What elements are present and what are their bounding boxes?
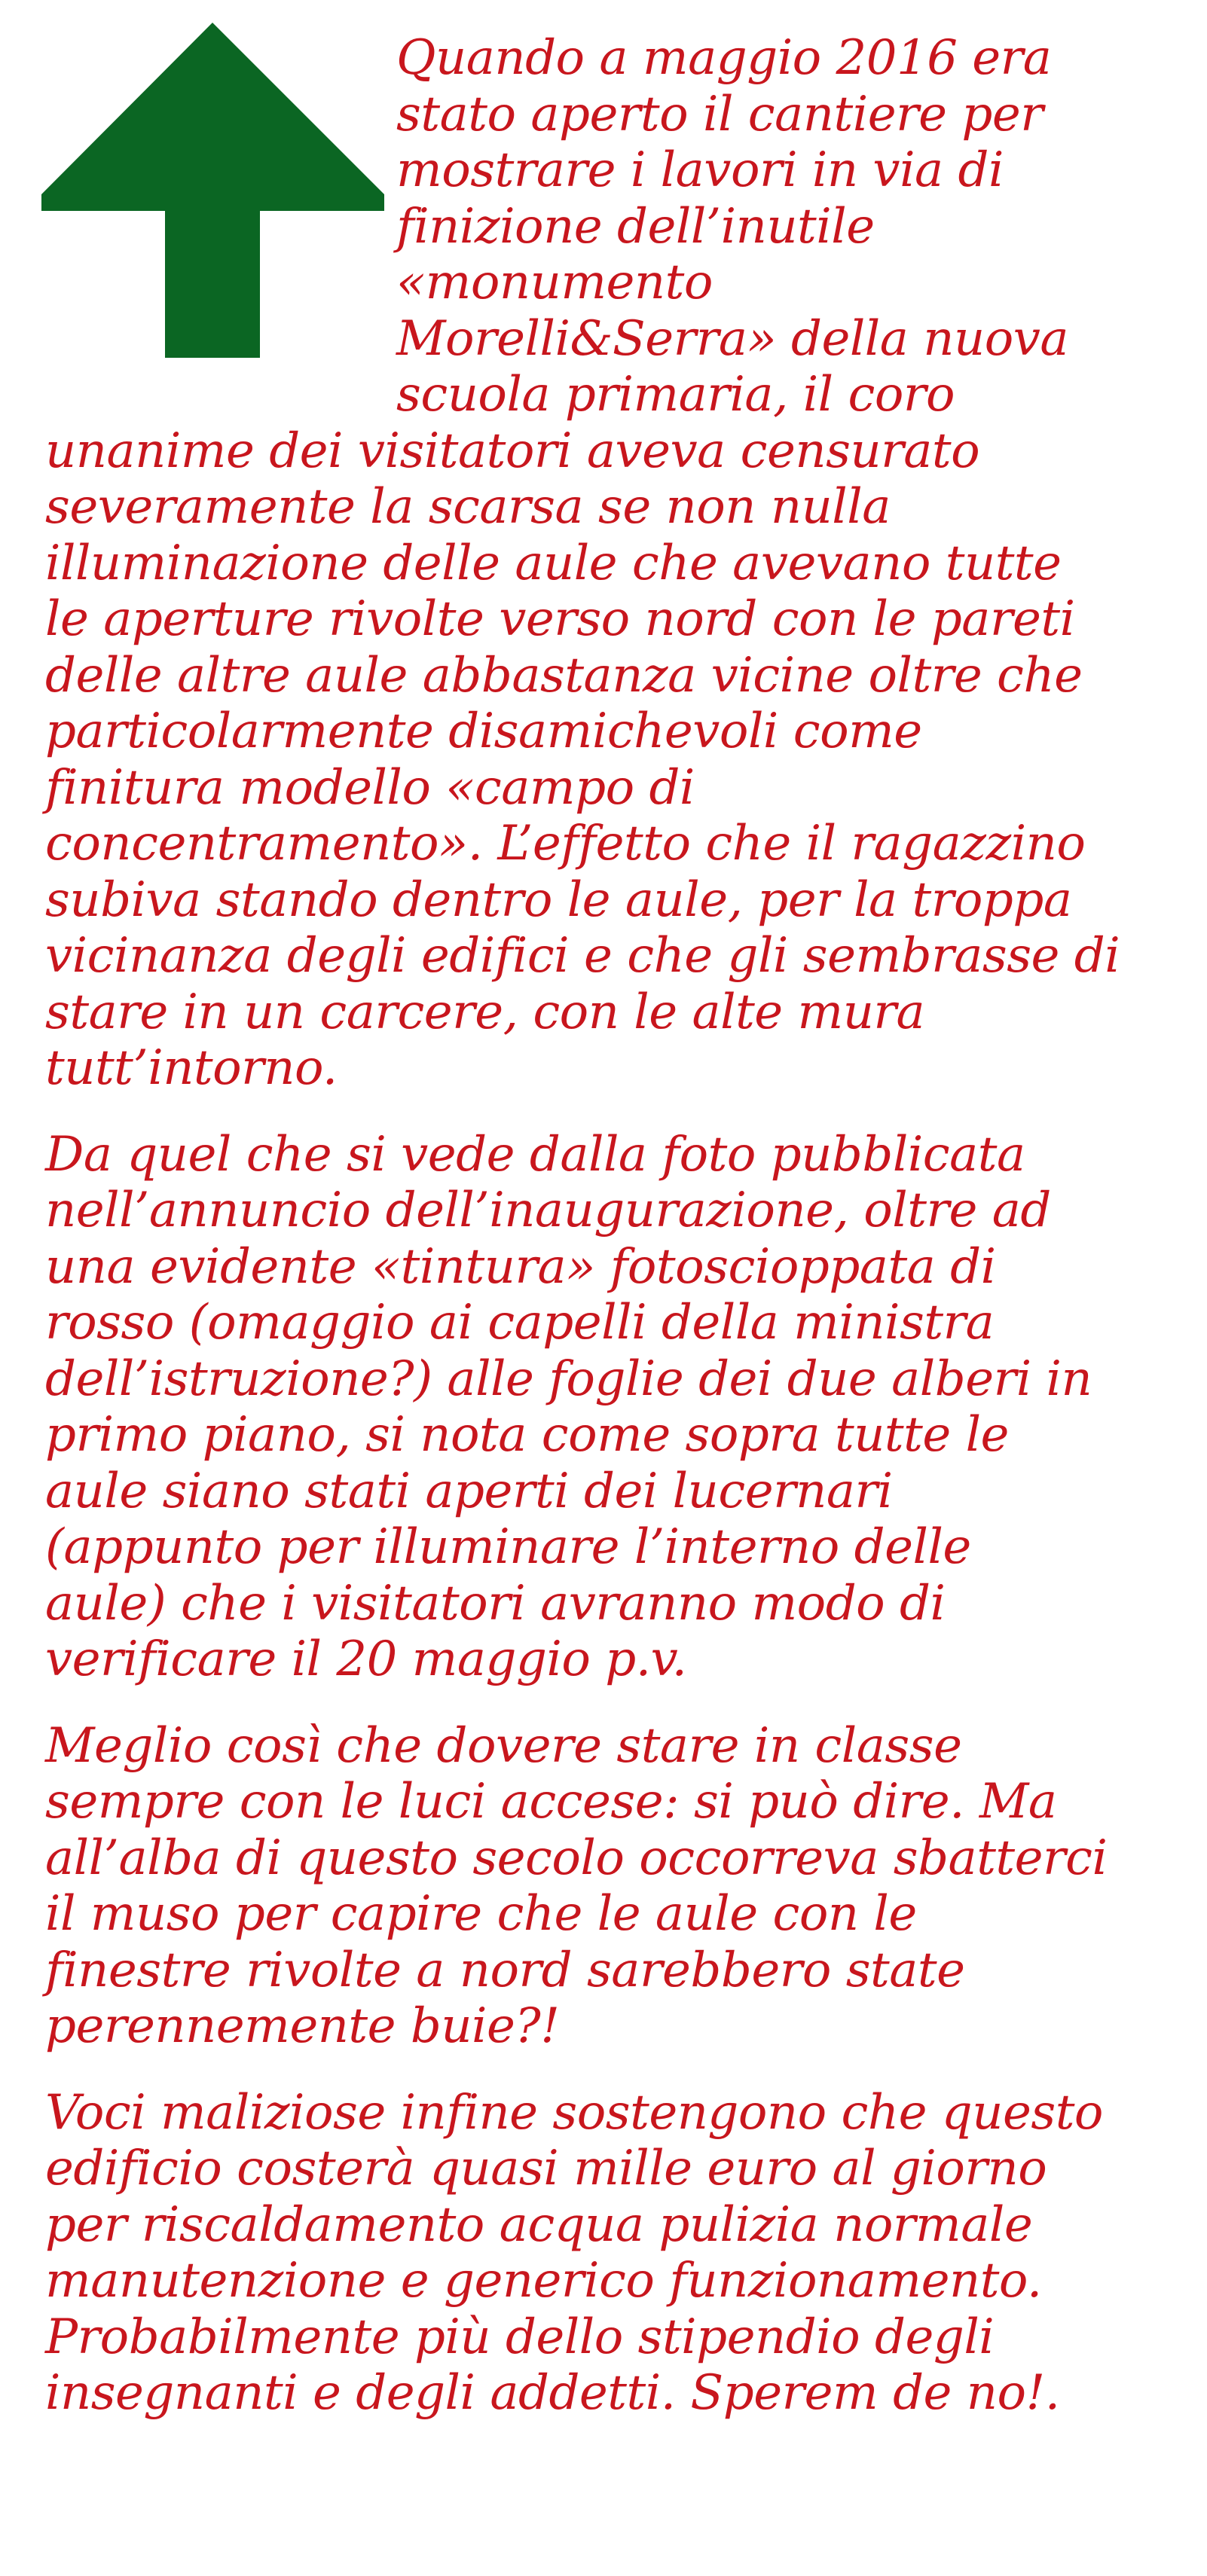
arrow-text-wrap-spacer [45,30,396,418]
paragraph-4: Voci maliziose infine sostengono che questo edificio costerà quasi mille euro al giorno per riscaldamento acqua pulizia normale manutenzione e generico funzionamento. Probabilmente più dello stipendio degli insegnanti e degli addetti. Sperem de no!. [45,2084,1103,2421]
article-text [45,30,1160,2452]
paragraph-2: Da quel che si vede dalla foto pubblicata nell’annuncio dell’inaugurazione, oltre ad una evidente «tintura» fotoscioppata di rosso (omaggio ai capelli della ministra dell’istruzione?) alle foglie dei due alberi in primo piano, si nota come sopra tutte le aule siano stati aperti dei lucernari (appunto per illuminare l’interno delle aule) che i visitatori avranno modo di verificare il 20 maggio p.v. [45,1126,1092,1687]
paragraph-3: Meglio così che dovere stare in classe sempre con le luci accese: si può dire. Ma all’alba di questo secolo occorreva sbatterci il muso per capire che le aule con le finestre rivolte a nord sarebbero state perennemente buie?! [45,1717,1108,2054]
paragraph-1: Quando a maggio 2016 era stato aperto il cantiere per mostrare i lavori in via di finizione dell’inutile «monumento Morelli&Serra» della nuova scuola primaria, il coro unanime dei visitatori aveva censurato severamente la scarsa se non nulla illuminazione delle aule che avevano tutte le aperture rivolte verso nord con le pareti delle altre aule abbastanza vicine oltre che particolarmente disamichevoli come finitura modello «campo di concentramento». L’effetto che il ragazzino subiva stando dentro le aule, per la troppa vicinanza degli edifici e che gli sembrasse di stare in un carcere, con le alte mura tutt’intorno. [45,30,1120,1096]
